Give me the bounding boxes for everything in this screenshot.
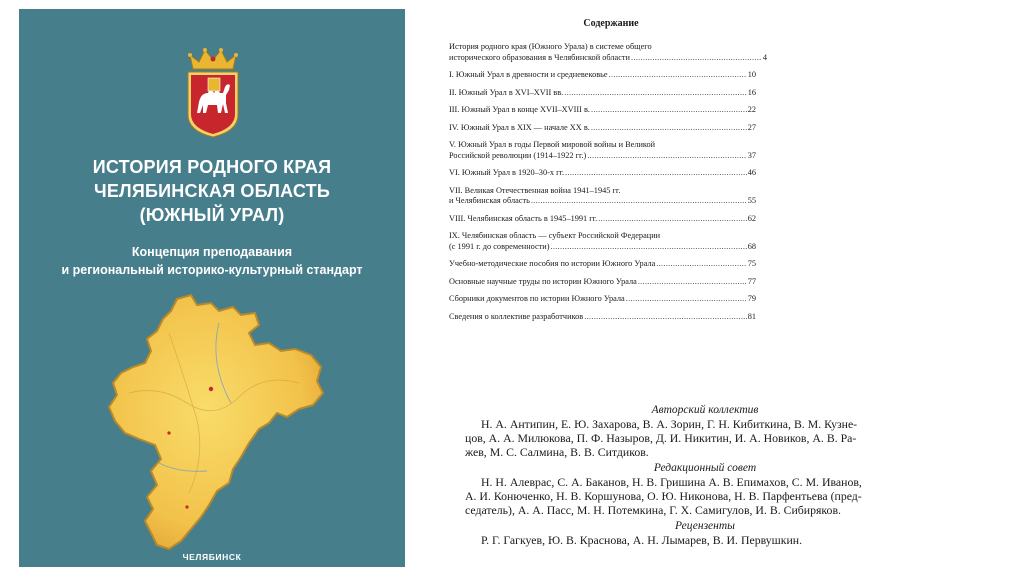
toc-heading: Содержание — [583, 18, 639, 29]
editorial-heading: Редакционный совет — [653, 462, 757, 474]
toc-page-number: 22 — [747, 105, 756, 114]
table-of-contents — [449, 18, 767, 322]
toc-entry — [449, 277, 756, 288]
toc-entry-title: II. Южный Урал в XVI–XVII вв. — [449, 87, 564, 97]
toc-entry-title: Сборники документов по истории Южного Урала — [449, 294, 625, 303]
toc-entry-line — [449, 214, 756, 225]
toc-entry-title: (с 1991 г. до современности) — [449, 241, 550, 251]
toc-entry-title: IX. Челябинская область — субъект Российской Федерации — [449, 231, 661, 240]
authors-heading: Авторский коллектив — [651, 404, 759, 416]
toc-entry-title: История родного края (Южного Урала) в системе общего — [449, 42, 652, 51]
cover-city: ЧЕЛЯБИНСК — [182, 552, 242, 562]
toc-leader-dots — [584, 312, 746, 323]
toc-page-number: 4 — [762, 52, 767, 62]
toc-entry-line — [449, 88, 756, 99]
book-cover — [19, 9, 405, 567]
toc-page-number: 62 — [747, 213, 756, 223]
toc-entry-title: и Челябинская область — [449, 196, 530, 205]
reviewers-heading: Рецензенты — [675, 520, 735, 532]
toc-entry — [449, 105, 756, 116]
toc-page-number: 79 — [747, 294, 756, 303]
toc-leader-dots — [591, 123, 747, 134]
toc-entry-line — [449, 168, 756, 179]
coat-of-arms-icon — [184, 47, 242, 139]
toc-entry — [449, 312, 756, 323]
toc-page-number: 77 — [747, 276, 756, 286]
toc-entry-line — [449, 53, 767, 64]
toc-entry-line — [449, 196, 756, 207]
toc-leader-dots — [656, 259, 746, 270]
authors-line: цов, А. А. Милюкова, П. Ф. Назыров, Д. И. Никитин, И. А. Новиков, А. В. Ра- — [465, 431, 857, 445]
reviewers-list — [465, 533, 935, 547]
toc-page-number: 16 — [747, 87, 756, 97]
toc-entry-title: VII. Великая Отечественная война 1941–1945 гг. — [449, 185, 621, 195]
toc-entry-line — [449, 231, 756, 242]
region-map-icon — [99, 293, 329, 555]
editorial-line: седатель), А. А. Пасс, М. Н. Потемкина, Г. Х. Самигулов, И. В. Сибиряков. — [465, 503, 841, 517]
editorial-line: А. И. Конюченко, Н. В. Коршунова, О. Ю. Никонова, Н. В. Парфентьева (пред- — [465, 489, 862, 503]
editorial-line: Н. Н. Алеврас, С. А. Баканов, Н. В. Гришина А. В. Епимахов, С. М. Иванов, — [481, 475, 862, 489]
toc-leader-dots — [551, 242, 747, 253]
toc-entry-title: исторического образования в Челябинской области — [449, 52, 630, 62]
toc-entry-title: VIII. Челябинская область в 1945–1991 гг. — [449, 213, 598, 223]
toc-leader-dots — [565, 168, 747, 179]
toc-entry-title: Российской революции (1914–1922 гг.) — [449, 150, 587, 160]
toc-page-number: 27 — [747, 122, 756, 132]
toc-entry — [449, 70, 756, 81]
reviewers-block — [465, 519, 935, 547]
toc-leader-dots — [626, 294, 747, 305]
authors-list — [465, 417, 935, 459]
toc-entry-title: V. Южный Урал в годы Первой мировой войны и Великой — [449, 140, 656, 149]
toc-entry — [449, 214, 756, 225]
editorial-block — [465, 461, 935, 517]
toc-leader-dots — [638, 277, 747, 288]
authors-line: Н. А. Антипин, Е. Ю. Захарова, В. А. Зорин, Г. Н. Кибиткина, В. М. Кузне- — [481, 417, 858, 431]
toc-page-number: 75 — [747, 259, 756, 268]
toc-entry-title: III. Южный Урал в конце XVII–XVIII в. — [449, 105, 590, 114]
cover-title-line: ЧЕЛЯБИНСКАЯ ОБЛАСТЬ — [94, 181, 330, 201]
cover-title-line: (ЮЖНЫЙ УРАЛ) — [139, 205, 285, 225]
toc-page-number: 37 — [747, 150, 756, 160]
toc-entry-line — [449, 186, 756, 197]
toc-entry — [449, 42, 767, 63]
toc-leader-dots — [564, 88, 746, 99]
toc-entry-line — [449, 312, 756, 323]
toc-entry-title: I. Южный Урал в древности и средневековье — [449, 70, 608, 79]
toc-page-number: 46 — [747, 168, 756, 177]
toc-entry — [449, 88, 756, 99]
toc-entry — [449, 168, 756, 179]
toc-entry-line — [449, 140, 756, 151]
toc-entry — [449, 123, 756, 134]
toc-entry-line — [449, 105, 756, 116]
toc-entry-title: Сведения о коллективе разработчиков — [449, 311, 584, 321]
toc-entry-title: Основные научные труды по истории Южного Урала — [449, 276, 637, 286]
toc-entry — [449, 294, 756, 305]
toc-page-number: 10 — [747, 70, 756, 79]
cover-subtitle-line: и региональный историко-культурный стандарт — [61, 263, 363, 277]
toc-leader-dots — [587, 151, 746, 162]
toc-leader-dots — [609, 70, 747, 81]
toc-list — [449, 42, 767, 322]
authors-block — [465, 403, 935, 459]
toc-entry-line — [449, 42, 767, 53]
toc-entry — [449, 231, 756, 252]
cover-title — [19, 155, 405, 227]
toc-entry — [449, 140, 756, 161]
authors-line: жев, М. С. Салмина, В. В. Ситдиков. — [465, 445, 649, 459]
toc-page-number: 81 — [747, 311, 756, 321]
toc-entry-line — [449, 123, 756, 134]
cover-title-line: ИСТОРИЯ РОДНОГО КРАЯ — [92, 157, 332, 177]
toc-entry-title: IV. Южный Урал в XIX — начале XX в. — [449, 122, 590, 132]
toc-leader-dots — [531, 196, 747, 207]
cover-subtitle — [19, 243, 405, 279]
credits — [465, 403, 935, 547]
toc-entry-line — [449, 151, 756, 162]
toc-entry — [449, 259, 756, 270]
toc-entry — [449, 186, 756, 207]
toc-leader-dots — [631, 53, 762, 64]
toc-entry-line — [449, 259, 756, 270]
toc-entry-title: Учебно-методические пособия по истории Южного Урала — [449, 259, 656, 268]
toc-page-number: 68 — [747, 241, 756, 251]
cover-subtitle-line: Концепция преподавания — [131, 245, 293, 259]
toc-entry-line — [449, 242, 756, 253]
toc-entry-line — [449, 70, 756, 81]
toc-entry-title: VI. Южный Урал в 1920–30-х гг. — [449, 168, 565, 177]
toc-entry-line — [449, 294, 756, 305]
toc-entry-line — [449, 277, 756, 288]
toc-leader-dots — [591, 105, 747, 116]
reviewers-line: Р. Г. Гагкуев, Ю. В. Краснова, А. Н. Лымарев, В. И. Первушкин. — [481, 533, 803, 547]
editorial-list — [465, 475, 935, 517]
toc-leader-dots — [598, 214, 746, 225]
toc-page-number: 55 — [747, 196, 756, 205]
